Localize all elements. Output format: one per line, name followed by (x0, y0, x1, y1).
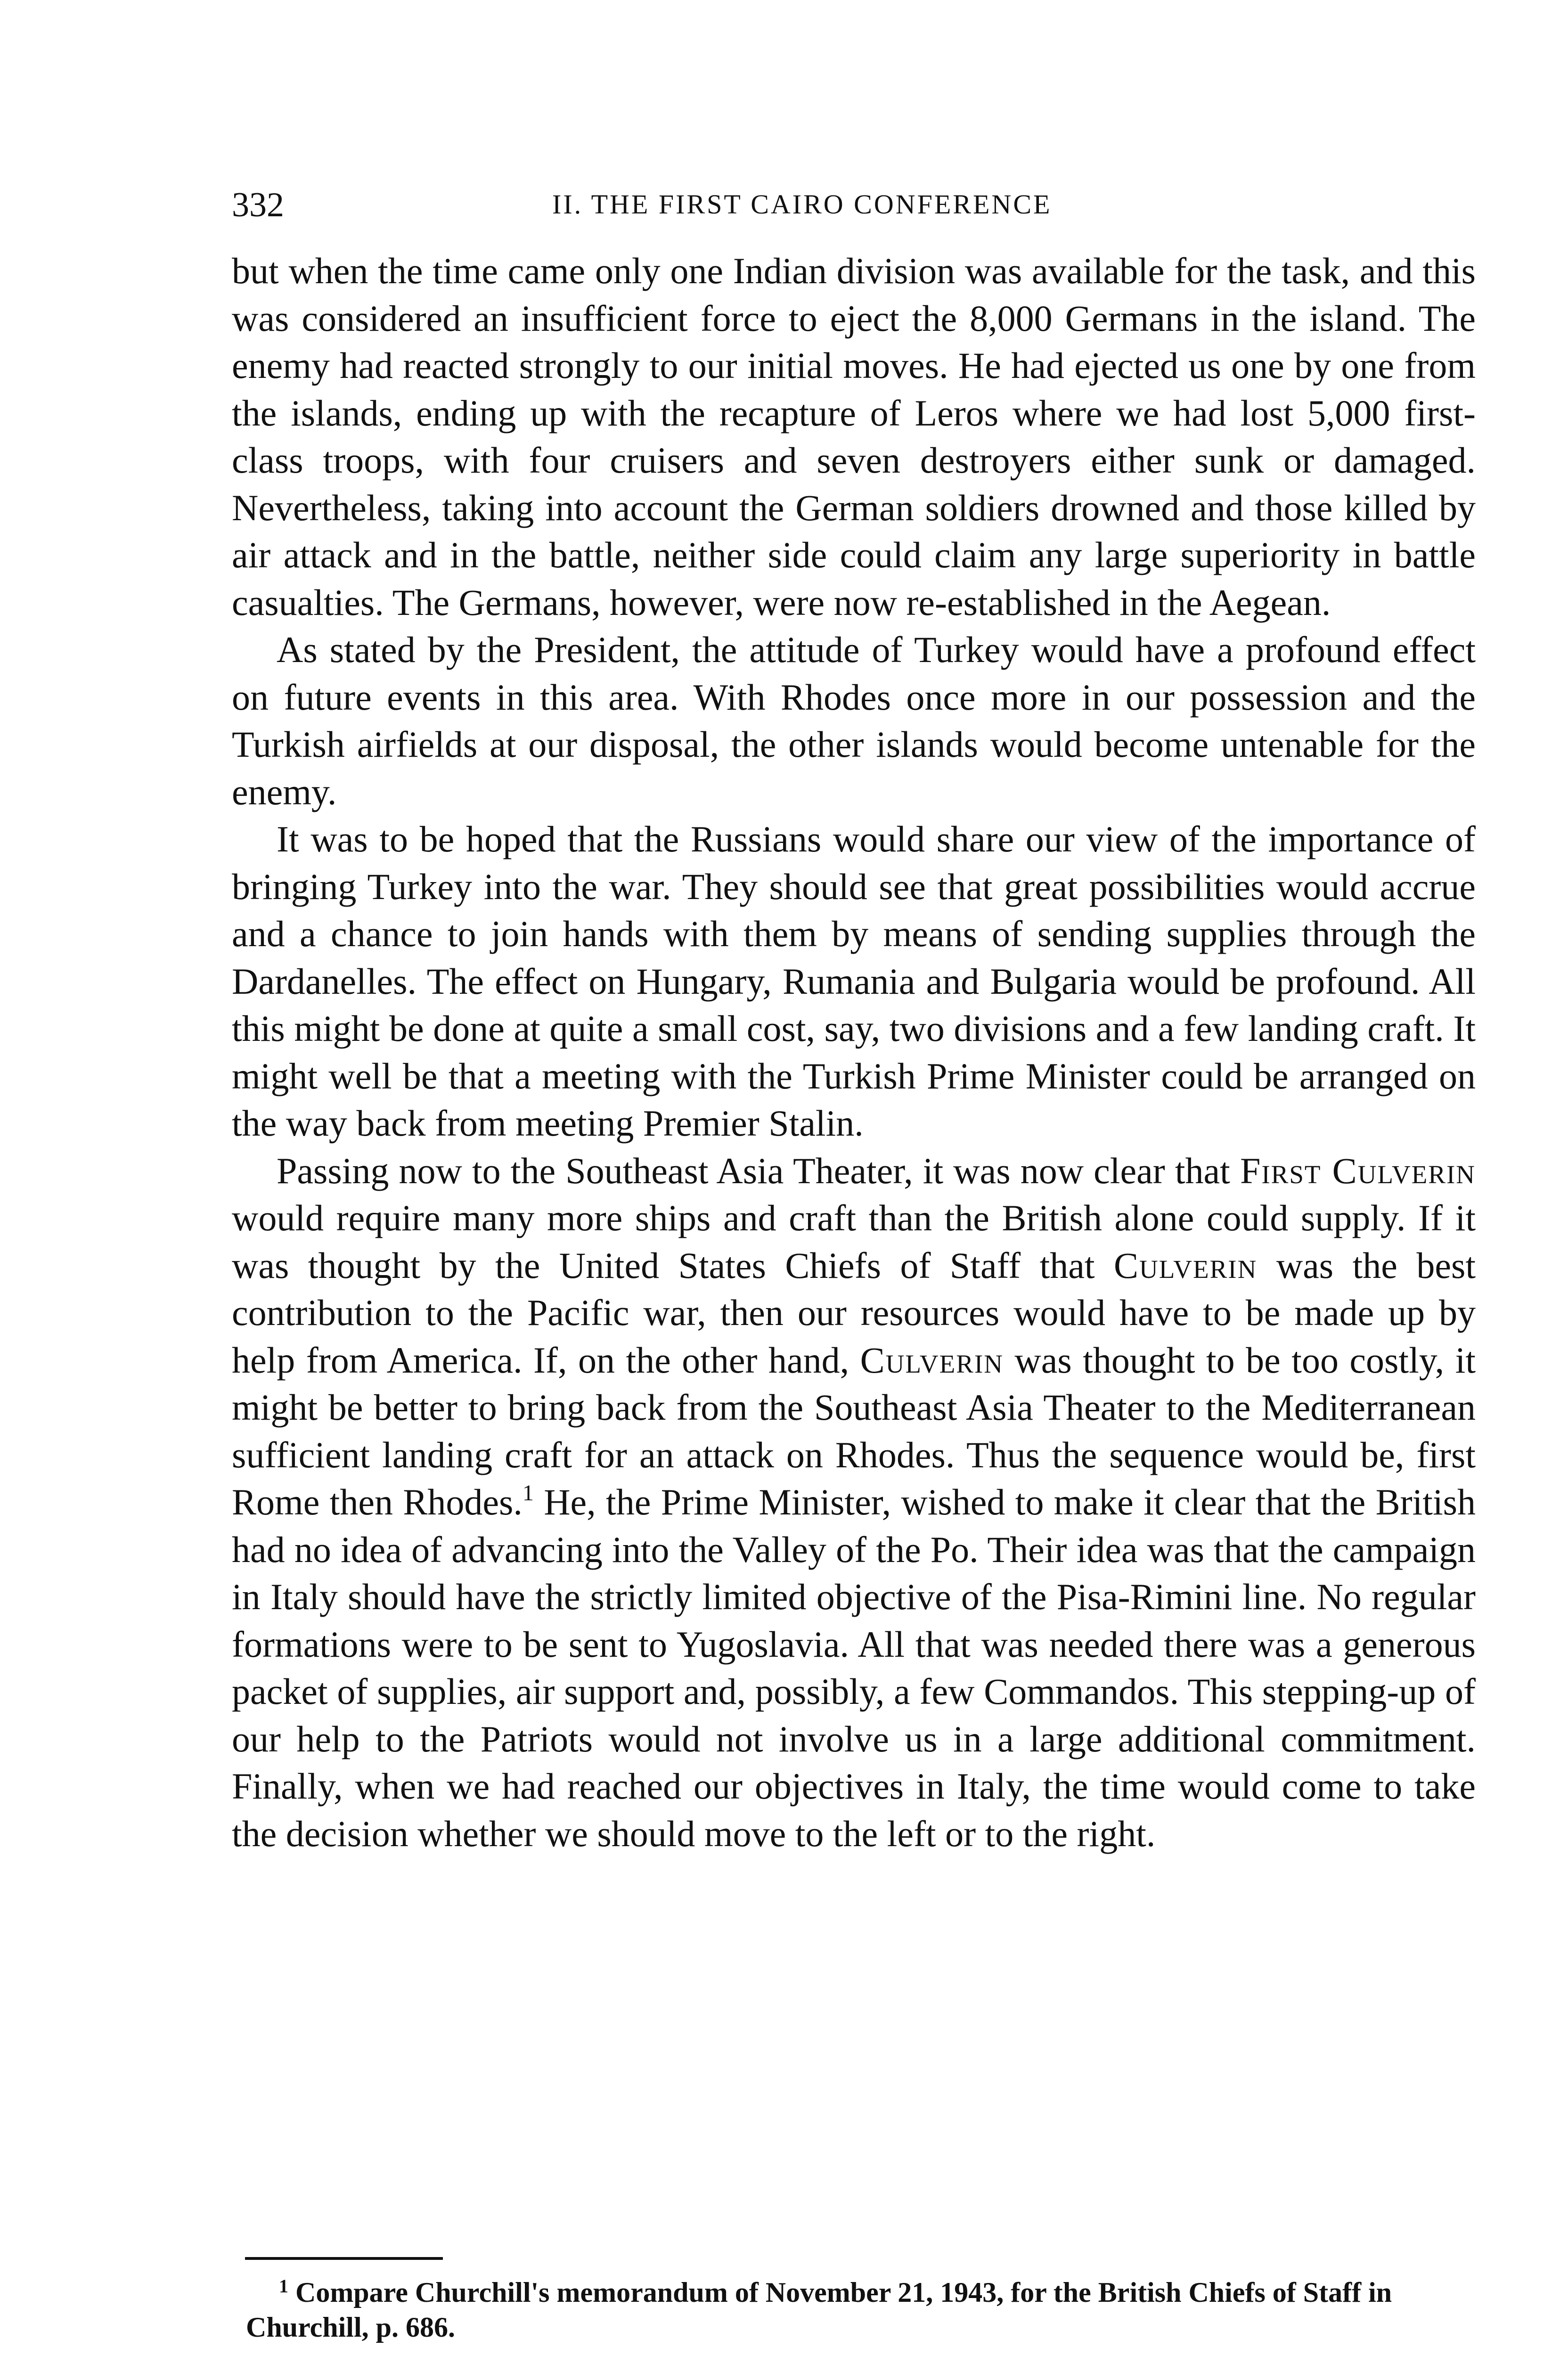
paragraph-4-text: He, the Prime Minister, wished to make it clear that the British had no idea of advancing into the Valley of the Po. Their idea was that the campaign in Italy should have the strictly limited objective of the Pisa-Rimini line. No regular formations were to be sent to Yugoslavia. All that was needed there was a generous packet of supplies, air support and, possibly, a few Commandos. This stepping-up of our help to the Patriots would not involve us in a large additional commitment. Finally, when we had reached our objectives in Italy, the time would come to take the decision whether we should move to the left or to the right. (232, 1481, 1476, 1854)
code-name: First Culverin (1240, 1150, 1476, 1191)
footnote (246, 2275, 1480, 2345)
footnote-marker: 1 (279, 2275, 288, 2297)
paragraph-3: It was to be hoped that the Russians would share our view of the importance of bringing Turkey into the war. They should see that great possibilities would accrue and a chance to join hands with them by means of sending supplies through the Dardanelles. The effect on Hungary, Rumania and Bulgaria would be profound. All this might be done at quite a small cost, say, two divisions and a few landing craft. It might well be that a meeting with the Turkish Prime Minister could be arranged on the way back from meeting Premier Stalin. (232, 818, 1476, 1144)
running-head (232, 184, 1466, 226)
paragraph-4-text: was the best contribution to the Pacific war, then our resources would have to be made up by help from America. If, on the other hand, (232, 1244, 1476, 1381)
footnote-text: Compare Churchill's memorandum of November 21, 1943, for the British Chiefs of Staff in Churchill, p. 686. (246, 2277, 1392, 2343)
footnote-reference: 1 (522, 1481, 534, 1505)
paragraph-4-text: would require many more ships and craft than the British alone could supply. If it was thought by the United States Chiefs of Staff that (232, 1197, 1476, 1286)
paragraph-1: but when the time came only one Indian division was available for the task, and this was considered an insufficient force to eject the 8,000 Germans in the island. The enemy had reacted strongly to our initial moves. He had ejected us one by one from the islands, ending up with the recapture of Leros where we had lost 5,000 first-class troops, with four cruisers and seven destroyers either sunk or damaged. Nevertheless, taking into account the German soldiers drowned and those killed by air attack and in the battle, neither side could claim any large superiority in battle casualties. The Germans, however, were now re-established in the Aegean. (232, 250, 1476, 623)
paragraph-4-text: was thought to be too costly, it might be better to bring back from the Southeast Asia Theater to the Mediterranean sufficient landing craft for an attack on Rhodes. Thus the sequence would be, first Rome then Rhodes. (232, 1339, 1476, 1522)
paragraph-4 (232, 1147, 1476, 1858)
code-name: Culverin (1114, 1244, 1258, 1286)
chapter-heading: II. THE FIRST CAIRO CONFERENCE (552, 189, 1052, 220)
code-name: Culverin (860, 1339, 1004, 1381)
paragraph-2: As stated by the President, the attitude of Turkey would have a profound effect on future events in this area. With Rhodes once more in our possession and the Turkish airfields at our disposal, the other islands would become untenable for the enemy. (232, 629, 1476, 812)
page-number: 332 (232, 186, 284, 224)
paragraph-4-text: Passing now to the Southeast Asia Theater, it was now clear that (277, 1150, 1230, 1191)
body-text (232, 247, 1476, 1857)
footnote-divider (245, 2257, 443, 2260)
